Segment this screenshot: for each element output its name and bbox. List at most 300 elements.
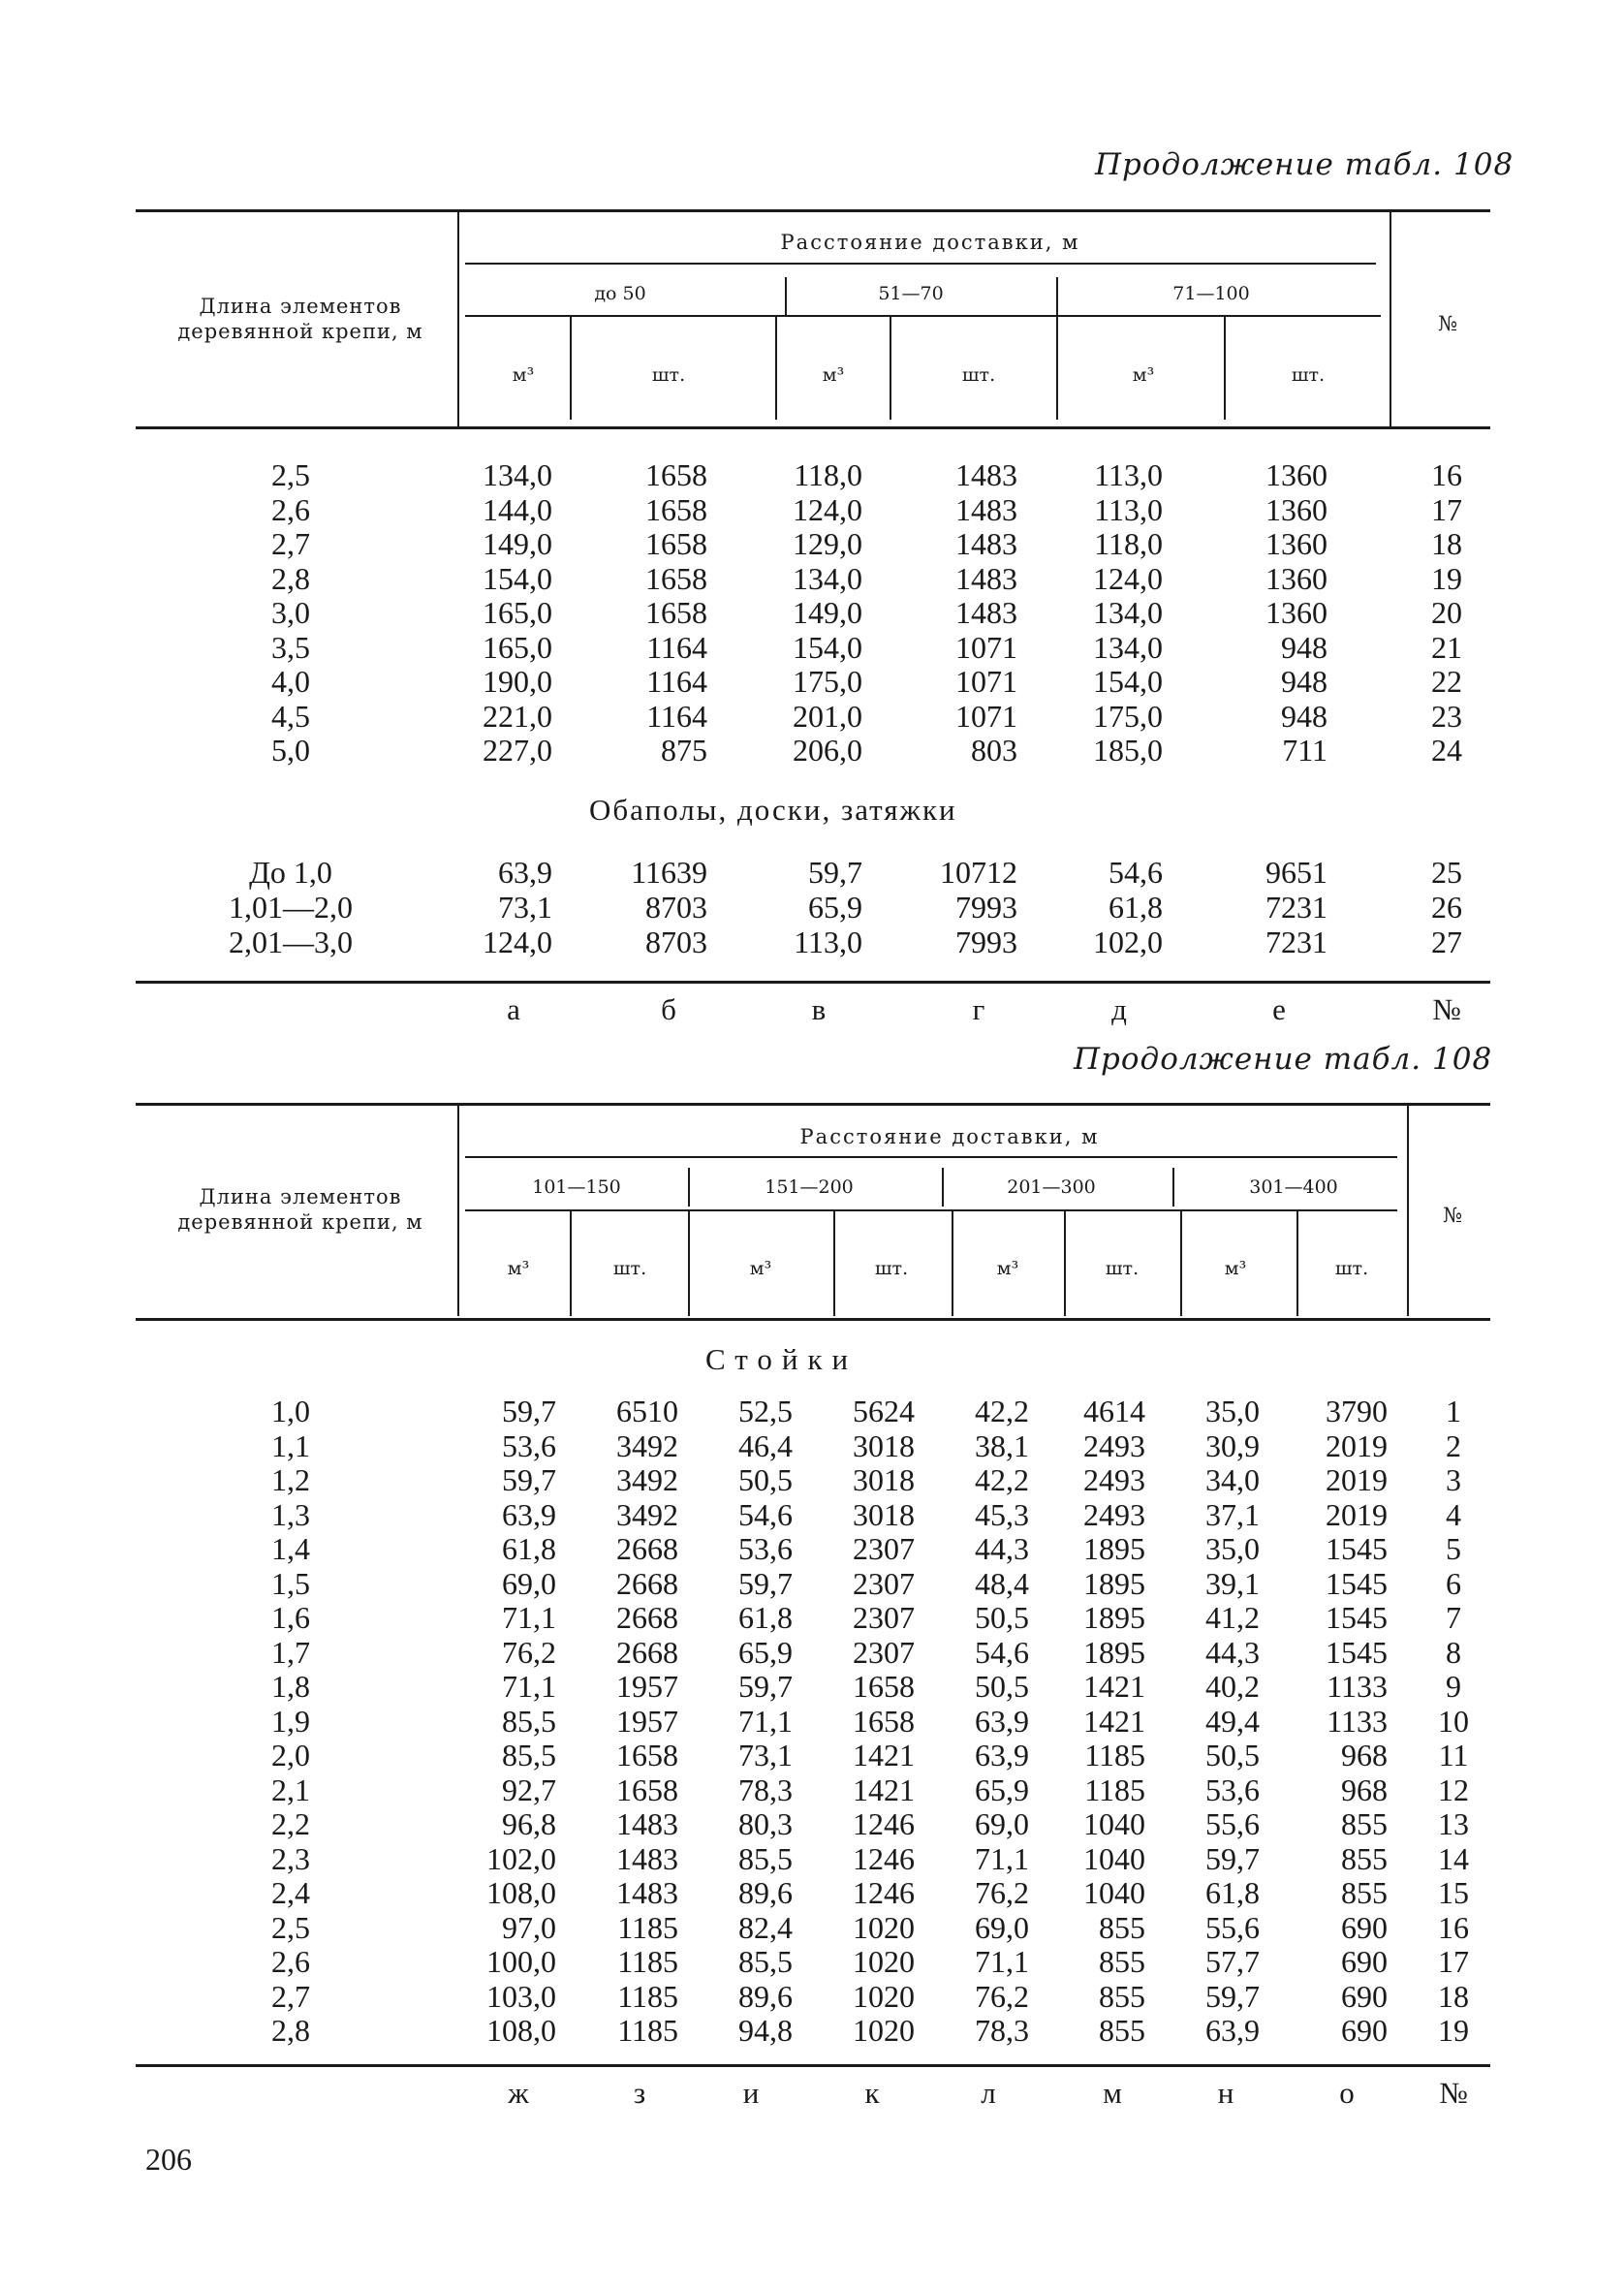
pcs-cell: 2493 [1083,1496,1145,1532]
length-cell: 4,0 [271,664,310,699]
m3-cell: 55,6 [1205,1909,1260,1945]
m3-cell: 71,1 [975,1840,1029,1876]
m3-cell: 50,5 [1205,1738,1260,1772]
number-cell: 24 [1431,733,1462,768]
pcs-cell: 1895 [1083,1600,1145,1635]
m3-cell: 63,9 [975,1738,1029,1772]
m3-cell: 165,0 [483,595,552,630]
m3-cell: 63,9 [502,1496,556,1532]
pcs-cell: 1658 [645,491,707,527]
table1-section2-title: Обаполы, доски, затяжки [589,793,957,827]
length-cell: 2,3 [271,1840,310,1876]
pcs-cell: 1957 [616,1703,678,1739]
length-cell: 1,1 [271,1427,310,1463]
table2-range-1: 151—200 [765,1176,854,1198]
pcs-cell: 2668 [616,1634,678,1670]
m3-cell: 35,0 [1205,1394,1260,1428]
pcs-cell: 9651 [1265,855,1327,890]
m3-cell: 97,0 [502,1909,556,1945]
length-cell: 2,4 [271,1875,310,1910]
pcs-cell: 855 [1099,1909,1145,1945]
m3-cell: 149,0 [483,526,552,561]
table1-bottom-rule [136,981,1490,984]
pcs-cell: 1071 [955,698,1017,734]
m3-cell: 92,7 [502,1772,556,1807]
unit-sht: шт. [961,364,996,386]
m3-cell: 124,0 [793,491,862,527]
m3-cell: 175,0 [1093,698,1163,734]
table1-row-label [145,294,455,344]
number-cell: 16 [1438,1909,1469,1945]
pcs-cell: 1483 [616,1806,678,1841]
length-cell: 3,0 [271,595,310,630]
m3-cell: 100,0 [486,1944,556,1979]
pcs-cell: 1164 [646,698,707,734]
pcs-cell: 1658 [616,1738,678,1772]
m3-cell: 69,0 [502,1565,556,1601]
table2-divider [688,1211,690,1316]
pcs-cell: 1185 [617,2013,678,2048]
m3-cell: 71,1 [975,1944,1029,1979]
pcs-cell: 690 [1341,1944,1388,1979]
pcs-cell: 1020 [853,1978,915,2014]
pcs-cell: 3018 [853,1427,915,1463]
table1-divider [1224,317,1226,420]
m3-cell: 71,1 [502,1600,556,1635]
table2-divider [1407,1105,1409,1316]
m3-cell: 82,4 [738,1909,793,1945]
table2-top-rule [136,1103,1490,1106]
table2-no-header: № [1443,1204,1464,1227]
table2-section-title: Стойки [705,1342,859,1376]
number-cell: 17 [1438,1944,1469,1979]
pcs-cell: 2493 [1083,1462,1145,1497]
m3-cell: 113,0 [1094,491,1163,527]
pcs-cell: 711 [1282,733,1327,768]
pcs-cell: 855 [1099,1978,1145,2014]
footer-column-letter: м [1103,2076,1122,2110]
m3-cell: 54,6 [975,1634,1029,1670]
footer-column-letter: д [1111,992,1127,1026]
pcs-cell: 1957 [616,1669,678,1704]
m3-cell: 113,0 [794,925,862,959]
pcs-cell: 1483 [955,457,1017,492]
pcs-cell: 2668 [616,1600,678,1635]
m3-cell: 50,5 [975,1669,1029,1704]
m3-cell: 44,3 [975,1531,1029,1566]
pcs-cell: 1246 [853,1840,915,1876]
unit-sht: шт. [651,364,686,386]
m3-cell: 63,9 [498,855,552,890]
pcs-cell: 1658 [645,526,707,561]
table1-divider [457,211,459,426]
pcs-cell: 1895 [1083,1531,1145,1566]
pcs-cell: 1658 [645,595,707,630]
pcs-cell: 855 [1099,1944,1145,1979]
pcs-cell: 968 [1341,1738,1388,1772]
table2-divider [942,1168,944,1207]
m3-cell: 89,6 [738,1978,793,2014]
pcs-cell: 8703 [645,925,707,959]
pcs-cell: 1185 [1084,1738,1145,1772]
m3-cell: 30,9 [1205,1427,1260,1463]
number-cell: 27 [1431,925,1462,959]
pcs-cell: 690 [1341,2013,1388,2048]
pcs-cell: 2307 [853,1600,915,1635]
number-cell: 8 [1446,1634,1461,1670]
number-cell: 19 [1438,2013,1469,2048]
m3-cell: 76,2 [502,1634,556,1670]
m3-cell: 53,6 [738,1531,793,1566]
m3-cell: 206,0 [793,733,862,768]
number-cell: 20 [1431,595,1462,630]
pcs-cell: 2019 [1326,1427,1388,1463]
m3-cell: 69,0 [975,1806,1029,1841]
table2-divider [688,1168,690,1207]
table1-header-bottom-rule [136,426,1490,429]
pcs-cell: 1895 [1083,1634,1145,1670]
m3-cell: 201,0 [793,698,862,734]
pcs-cell: 1895 [1083,1565,1145,1601]
m3-cell: 69,0 [975,1909,1029,1945]
unit-m3: м³ [512,364,535,386]
m3-cell: 118,0 [1094,526,1163,561]
unit-sht: шт. [874,1258,909,1279]
length-cell: 1,5 [271,1565,310,1601]
footer-column-letter: в [811,992,827,1026]
length-cell: 1,01—2,0 [229,890,353,925]
number-cell: 14 [1438,1840,1469,1876]
m3-cell: 154,0 [483,560,552,596]
pcs-cell: 1360 [1265,560,1327,596]
length-cell: 1,7 [271,1634,310,1670]
m3-cell: 46,4 [738,1427,793,1463]
table1-caption: Продолжение табл. 108 [1095,147,1515,182]
table1-divider [1390,211,1391,426]
table2-divider [1180,1211,1182,1316]
m3-cell: 61,8 [738,1600,793,1635]
row-label-line1: Длина элементов [199,1185,402,1208]
row-label-line2: деревянной крепи, м [177,1210,423,1234]
footer-column-letter: л [981,2076,996,2110]
table1-divider [785,277,787,316]
footer-column-letter: а [507,992,520,1026]
pcs-cell: 1133 [1327,1669,1388,1704]
length-cell: 1,8 [271,1669,310,1704]
m3-cell: 63,9 [975,1703,1029,1739]
footer-column-letter: е [1272,992,1286,1026]
unit-m3: м³ [822,364,845,386]
number-cell: 7 [1446,1600,1461,1635]
table1-divider [1056,277,1058,316]
pcs-cell: 11639 [631,855,707,890]
pcs-cell: 1545 [1326,1634,1388,1670]
m3-cell: 59,7 [502,1394,556,1428]
m3-cell: 227,0 [483,733,552,768]
pcs-cell: 1483 [616,1875,678,1910]
pcs-cell: 3018 [853,1496,915,1532]
pcs-cell: 2668 [616,1565,678,1601]
m3-cell: 61,8 [1205,1875,1260,1910]
length-cell: 1,3 [271,1496,310,1532]
m3-cell: 71,1 [502,1669,556,1704]
row-label-line1: Длина элементов [199,295,402,318]
m3-cell: 35,0 [1205,1531,1260,1566]
length-cell: 1,2 [271,1462,310,1497]
footer-column-letter: з [633,2076,646,2110]
pcs-cell: 7231 [1265,890,1327,925]
pcs-cell: 1185 [617,1978,678,2014]
m3-cell: 78,3 [738,1772,793,1807]
pcs-cell: 968 [1341,1772,1388,1807]
unit-m3: м³ [507,1258,530,1279]
pcs-cell: 1246 [853,1875,915,1910]
pcs-cell: 1658 [853,1669,915,1704]
m3-cell: 34,0 [1205,1462,1260,1497]
m3-cell: 134,0 [483,457,552,492]
footer-column-letter: ж [508,2076,529,2110]
m3-cell: 76,2 [975,1978,1029,2014]
number-cell: 18 [1431,526,1462,561]
pcs-cell: 1421 [853,1738,915,1772]
unit-sht: шт. [1105,1258,1140,1279]
pcs-cell: 1185 [617,1909,678,1945]
length-cell: 2,0 [271,1738,310,1772]
length-cell: 1,9 [271,1703,310,1739]
m3-cell: 40,2 [1205,1669,1260,1704]
pcs-cell: 2307 [853,1531,915,1566]
pcs-cell: 1483 [955,560,1017,596]
pcs-cell: 1164 [646,664,707,699]
number-cell: 21 [1431,629,1462,665]
m3-cell: 73,1 [498,890,552,925]
number-cell: 5 [1446,1531,1461,1566]
m3-cell: 65,9 [738,1634,793,1670]
table2-range-2: 201—300 [1007,1176,1096,1198]
footer-column-letter: к [864,2076,880,2110]
m3-cell: 175,0 [793,664,862,699]
unit-m3: м³ [749,1258,772,1279]
pcs-cell: 1133 [1327,1703,1388,1739]
pcs-cell: 6510 [616,1394,678,1428]
pcs-cell: 1040 [1083,1875,1145,1910]
pcs-cell: 5624 [853,1394,915,1428]
m3-cell: 50,5 [738,1462,793,1497]
unit-m3: м³ [1224,1258,1247,1279]
pcs-cell: 855 [1099,2013,1145,2048]
pcs-cell: 1360 [1265,457,1327,492]
m3-cell: 89,6 [738,1875,793,1910]
pcs-cell: 1483 [955,491,1017,527]
m3-cell: 61,8 [1109,890,1163,925]
number-cell: 18 [1438,1978,1469,2014]
m3-cell: 154,0 [793,629,862,665]
m3-cell: 59,7 [808,855,862,890]
pcs-cell: 8703 [645,890,707,925]
number-cell: 1 [1446,1394,1461,1428]
number-cell: 16 [1431,457,1462,492]
length-cell: 2,6 [271,491,310,527]
length-cell: 2,8 [271,560,310,596]
m3-cell: 38,1 [975,1427,1029,1463]
length-cell: 2,5 [271,457,310,492]
pcs-cell: 3492 [616,1427,678,1463]
table1-range-0: до 50 [594,283,646,304]
pcs-cell: 1360 [1265,595,1327,630]
number-cell: 6 [1446,1565,1461,1601]
pcs-cell: 1545 [1326,1600,1388,1635]
row-label-line2: деревянной крепи, м [177,320,423,343]
m3-cell: 48,4 [975,1565,1029,1601]
footer-column-letter: № [1432,992,1461,1026]
m3-cell: 134,0 [793,560,862,596]
m3-cell: 102,0 [486,1840,556,1876]
number-cell: 15 [1438,1875,1469,1910]
number-cell: 22 [1431,664,1462,699]
pcs-cell: 690 [1341,1978,1388,2014]
table1-distance-header: Расстояние доставки, м [780,231,1080,254]
table1-range-rule [465,315,1381,317]
table1-divider [570,317,572,420]
unit-m3: м³ [1132,364,1155,386]
number-cell: 19 [1431,560,1462,596]
pcs-cell: 1658 [645,457,707,492]
m3-cell: 124,0 [483,925,552,959]
pcs-cell: 1421 [1083,1703,1145,1739]
m3-cell: 49,4 [1205,1703,1260,1739]
unit-sht: шт. [1291,364,1326,386]
m3-cell: 59,7 [1205,1978,1260,2014]
footer-column-letter: н [1217,2076,1234,2110]
length-cell: 2,5 [271,1909,310,1945]
pcs-cell: 2019 [1326,1496,1388,1532]
pcs-cell: 1421 [853,1772,915,1807]
pcs-cell: 1071 [955,629,1017,665]
m3-cell: 50,5 [975,1600,1029,1635]
table2-range-rule [465,1209,1397,1211]
m3-cell: 134,0 [1093,595,1163,630]
m3-cell: 42,2 [975,1394,1029,1428]
number-cell: 26 [1431,890,1462,925]
pcs-cell: 3018 [853,1462,915,1497]
footer-column-letter: б [661,992,676,1026]
pcs-cell: 948 [1281,664,1327,699]
footer-column-letter: г [972,992,985,1026]
length-cell: 2,1 [271,1772,310,1807]
length-cell: 2,01—3,0 [229,925,353,959]
pcs-cell: 1483 [955,595,1017,630]
table2-bottom-rule [136,2064,1490,2067]
table1-divider [1056,317,1058,420]
footer-column-letter: и [742,2076,760,2110]
pcs-cell: 1360 [1265,491,1327,527]
m3-cell: 190,0 [483,664,552,699]
table2-divider [1172,1168,1174,1207]
pcs-cell: 10712 [940,855,1017,890]
m3-cell: 124,0 [1093,560,1163,596]
length-cell: 1,4 [271,1531,310,1566]
pcs-cell: 1246 [853,1806,915,1841]
m3-cell: 96,8 [502,1806,556,1841]
length-cell: 1,0 [271,1394,310,1428]
m3-cell: 42,2 [975,1462,1029,1497]
unit-sht: шт. [612,1258,647,1279]
m3-cell: 39,1 [1205,1565,1260,1601]
page-number: 206 [145,2142,192,2177]
pcs-cell: 855 [1341,1875,1388,1910]
m3-cell: 53,6 [502,1427,556,1463]
pcs-cell: 2307 [853,1634,915,1670]
table1-range-1: 51—70 [878,283,944,304]
unit-m3: м³ [996,1258,1019,1279]
pcs-cell: 1545 [1326,1531,1388,1566]
m3-cell: 59,7 [1205,1840,1260,1876]
m3-cell: 149,0 [793,595,862,630]
m3-cell: 85,5 [738,1840,793,1876]
pcs-cell: 7993 [955,890,1017,925]
footer-column-letter: о [1339,2076,1355,2110]
m3-cell: 71,1 [738,1703,793,1739]
table2-header-rule [465,1156,1397,1158]
pcs-cell: 948 [1281,698,1327,734]
pcs-cell: 1658 [616,1772,678,1807]
m3-cell: 61,8 [502,1531,556,1566]
m3-cell: 85,5 [502,1703,556,1739]
pcs-cell: 1483 [616,1840,678,1876]
m3-cell: 65,9 [808,890,862,925]
pcs-cell: 690 [1341,1909,1388,1945]
table2-caption: Продолжение табл. 108 [1074,1042,1493,1077]
pcs-cell: 1071 [955,664,1017,699]
number-cell: 13 [1438,1806,1469,1841]
length-cell: До 1,0 [249,855,332,890]
m3-cell: 85,5 [738,1944,793,1979]
table2-divider [1296,1211,1298,1316]
table2-header-bottom-rule [136,1318,1490,1321]
pcs-cell: 1020 [853,2013,915,2048]
table2-range-0: 101—150 [532,1176,621,1198]
m3-cell: 80,3 [738,1806,793,1841]
pcs-cell: 1040 [1083,1806,1145,1841]
m3-cell: 41,2 [1205,1600,1260,1635]
m3-cell: 85,5 [502,1738,556,1772]
m3-cell: 52,5 [738,1394,793,1428]
length-cell: 1,6 [271,1600,310,1635]
m3-cell: 59,7 [738,1565,793,1601]
m3-cell: 59,7 [502,1462,556,1497]
length-cell: 2,7 [271,1978,310,2014]
pcs-cell: 855 [1341,1840,1388,1876]
m3-cell: 54,6 [738,1496,793,1532]
m3-cell: 63,9 [1205,2013,1260,2048]
number-cell: 3 [1446,1462,1461,1497]
m3-cell: 94,8 [738,2013,793,2048]
pcs-cell: 2493 [1083,1427,1145,1463]
m3-cell: 108,0 [486,2013,556,2048]
pcs-cell: 1658 [645,560,707,596]
pcs-cell: 1658 [853,1703,915,1739]
table2-divider [833,1211,835,1316]
table2-divider [1064,1211,1066,1316]
pcs-cell: 3492 [616,1462,678,1497]
pcs-cell: 855 [1341,1806,1388,1841]
pcs-cell: 1421 [1083,1669,1145,1704]
m3-cell: 221,0 [483,698,552,734]
m3-cell: 54,6 [1109,855,1163,890]
table1-divider [775,317,777,420]
length-cell: 4,5 [271,698,310,734]
m3-cell: 73,1 [738,1738,793,1772]
